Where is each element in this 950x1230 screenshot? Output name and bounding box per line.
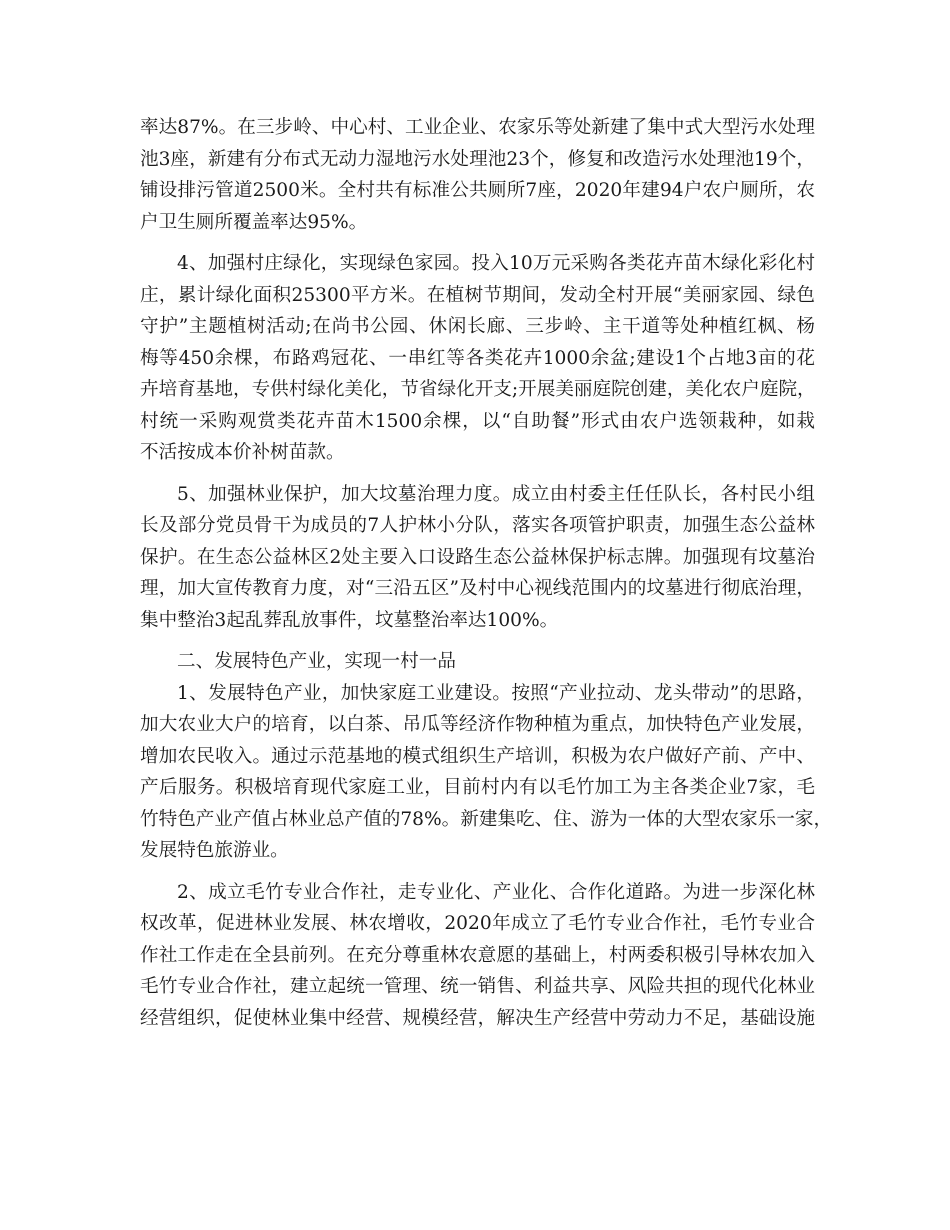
text-line: 权改革，促进林业发展、林农增收，2020年成立了毛竹专业合作社，毛竹专业合 — [140, 913, 815, 934]
section-heading: 二、发展特色产业，实现一村一品 — [177, 651, 456, 672]
text-line: 发展特色旅游业。 — [140, 840, 289, 861]
text-line: 保护。在生态公益林区2处主要入口设路生态公益林保护标志牌。加强现有坟墓治 — [140, 546, 815, 568]
text-line: 经营组织，促使林业集中经营、规模经营，解决生产经营中劳动力不足，基础设施 — [140, 1007, 815, 1029]
paragraph-first-line: 4、加强村庄绿化，实现绿色家园。投入10万元采购各类花卉苗木绿化彩化村 — [177, 253, 815, 274]
paragraph-first-line: 5、加强林业保护，加大坟墓治理力度。成立由村委主任任队长，各村民小组 — [177, 483, 815, 505]
text-line: 庄，累计绿化面积25300平方米。在植树节期间，发动全村开展“美丽家园、绿色 — [140, 284, 815, 306]
text-line: 户卫生厕所覆盖率达95%。 — [140, 211, 368, 233]
text-line: 率达87%。在三步岭、中心村、工业企业、农家乐等处新建了集中式大型污水处理 — [140, 117, 815, 138]
text-line: 池3座，新建有分布式无动力湿地污水处理池23个，修复和改造污水处理池19个， — [140, 148, 815, 170]
document-page — [140, 112, 833, 1034]
text-line: 加大农业大户的培育，以白茶、吊瓜等经济作物种植为重点，加快特色产业发展， — [140, 714, 815, 735]
text-line: 竹特色产业产值占林业总产值的78%。新建集吃、住、游为一体的大型农家乐一家， — [140, 808, 833, 830]
text-line: 产后服务。积极培育现代家庭工业，目前村内有以毛竹加工为主各类企业7家，毛 — [140, 777, 815, 798]
text-line: 集中整治3起乱葬乱放事件，坟墓整治率达100%。 — [140, 609, 559, 631]
text-line: 增加农民收入。通过示范基地的模式组织生产培训，积极为农户做好产前、产中、 — [140, 745, 815, 767]
paragraph-first-line: 1、发展特色产业，加快家庭工业建设。按照“产业拉动、龙头带动”的思路， — [177, 682, 815, 704]
text-line: 守护”主题植树活动;在尚书公园、休闲长廊、三步岭、主干道等处种植红枫、杨 — [140, 316, 815, 337]
text-line: 长及部分党员骨干为成员的7人护林小分队，落实各项管护职责，加强生态公益林 — [140, 515, 815, 536]
paragraph-first-line: 2、成立毛竹专业合作社，走专业化、产业化、合作化道路。为进一步深化林 — [177, 881, 815, 903]
text-line: 作社工作走在全县前列。在充分尊重林农意愿的基础上，村两委积极引导林农加入 — [140, 944, 815, 966]
text-line: 卉培育基地，专供村绿化美化，节省绿化开支;开展美丽庭院创建，美化农户庭院， — [140, 379, 816, 400]
text-line: 村统一采购观赏类花卉苗木1500余棵，以“自助餐”形式由农户选领栽种，如栽 — [140, 410, 815, 432]
text-line: 理，加大宣传教育力度，对“三沿五区”及村中心视线范围内的坟墓进行彻底治理， — [140, 578, 815, 599]
text-line: 不活按成本价补树苗款。 — [140, 442, 345, 463]
text-line: 铺设排污管道2500米。全村共有标准公共厕所7座，2020年建94户农户厕所，农 — [140, 180, 815, 201]
text-line: 梅等450余棵，布路鸡冠花、一串红等各类花卉1000余盆;建设1个占地3亩的花 — [140, 347, 815, 369]
text-line: 毛竹专业合作社，建立起统一管理、统一销售、利益共享、风险共担的现代化林业 — [140, 976, 815, 997]
